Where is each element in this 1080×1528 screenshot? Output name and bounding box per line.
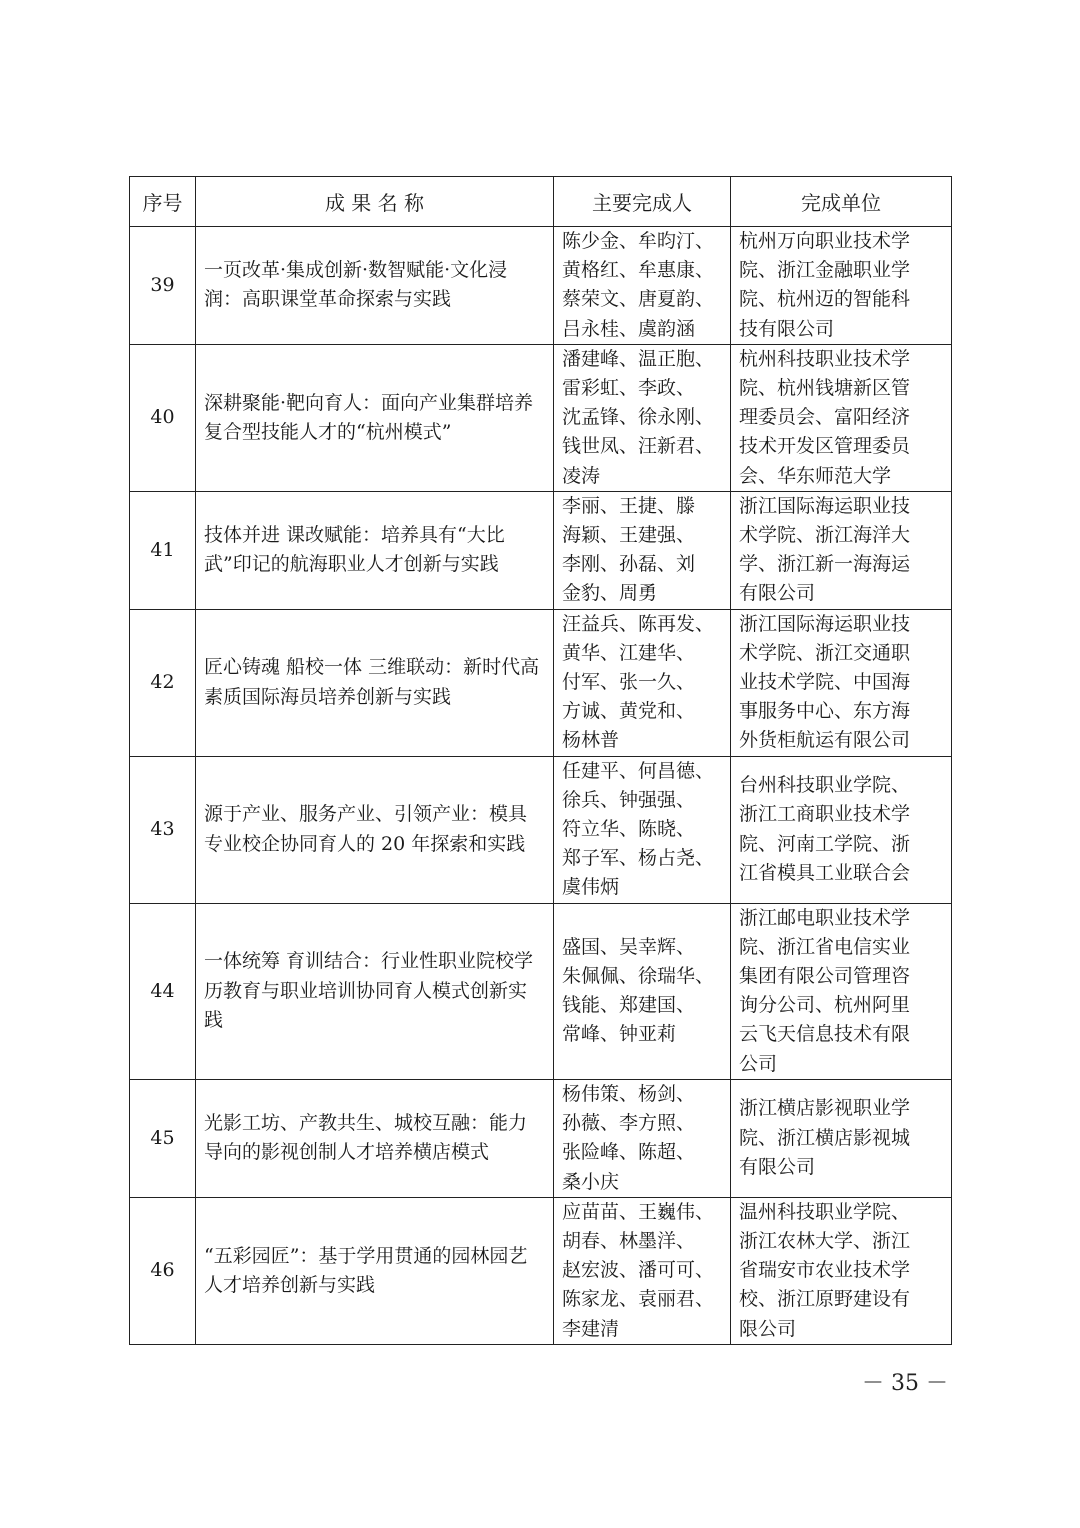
row-name: 一体统筹 育训结合：行业性职业院校学历教育与职业培训协同育人模式创新实践 (196, 903, 554, 1079)
row-name: 一页改革·集成创新·数智赋能·文化浸润：高职课堂革命探索与实践 (196, 227, 554, 345)
header-units: 完成单位 (731, 177, 952, 227)
table-header-row (130, 177, 952, 227)
row-people: 应苗苗、王巍伟、 胡春、林墨洋、 赵宏波、潘可可、 陈家龙、袁丽君、 李建清 (554, 1197, 731, 1344)
row-no: 39 (130, 227, 196, 345)
row-units: 浙江国际海运职业技 术学院、浙江交通职 业技术学院、中国海 事服务中心、东方海 外货柜航运有限公司 (731, 609, 952, 756)
row-people: 杨伟策、杨剑、 孙薇、李方照、 张险峰、陈超、 桑小庆 (554, 1079, 731, 1197)
row-people: 盛国、吴幸辉、 朱佩佩、徐瑞华、 钱能、郑建国、 常峰、钟亚莉 (554, 903, 731, 1079)
row-no: 46 (130, 1197, 196, 1344)
row-name: 匠心铸魂 船校一体 三维联动：新时代高素质国际海员培养创新与实践 (196, 609, 554, 756)
header-people: 主要完成人 (554, 177, 731, 227)
row-name: 技体并进 课改赋能：培养具有“大比武”印记的航海职业人才创新与实践 (196, 491, 554, 609)
row-no: 40 (130, 344, 196, 491)
page-number: － 35 － (862, 1371, 948, 1396)
header-name: 成 果 名 称 (196, 177, 554, 227)
table-row (130, 1197, 952, 1344)
row-name: 源于产业、服务产业、引领产业：模具专业校企协同育人的 20 年探索和实践 (196, 756, 554, 903)
row-name: 深耕聚能·靶向育人：面向产业集群培养复合型技能人才的“杭州模式” (196, 344, 554, 491)
row-no: 41 (130, 491, 196, 609)
table-row (130, 609, 952, 756)
row-name: “五彩园匠”：基于学用贯通的园林园艺人才培养创新与实践 (196, 1197, 554, 1344)
row-units: 杭州科技职业技术学 院、杭州钱塘新区管 理委员会、富阳经济 技术开发区管理委员 会、华东师范大学 (731, 344, 952, 491)
row-units: 台州科技职业学院、 浙江工商职业技术学 院、河南工学院、浙 江省模具工业联合会 (731, 756, 952, 903)
row-no: 45 (130, 1079, 196, 1197)
table-row (130, 903, 952, 1079)
row-units: 浙江国际海运职业技 术学院、浙江海洋大 学、浙江新一海海运 有限公司 (731, 491, 952, 609)
row-people: 潘建峰、温正胞、 雷彩虹、李政、 沈孟锋、徐永刚、 钱世凤、汪新君、 凌涛 (554, 344, 731, 491)
row-name: 光影工坊、产教共生、城校互融：能力导向的影视创制人才培养横店模式 (196, 1079, 554, 1197)
table-row (130, 1079, 952, 1197)
row-units: 杭州万向职业技术学 院、浙江金融职业学 院、杭州迈的智能科 技有限公司 (731, 227, 952, 345)
header-no: 序号 (130, 177, 196, 227)
row-units: 浙江横店影视职业学 院、浙江横店影视城 有限公司 (731, 1079, 952, 1197)
awards-table (129, 176, 952, 1345)
row-units: 温州科技职业学院、 浙江农林大学、浙江 省瑞安市农业技术学 校、浙江原野建设有 限公司 (731, 1197, 952, 1344)
row-no: 43 (130, 756, 196, 903)
row-people: 任建平、何昌德、 徐兵、钟强强、 符立华、陈晓、 郑子军、杨占尧、 虞伟炳 (554, 756, 731, 903)
table-row (130, 491, 952, 609)
row-people: 李丽、王捷、滕 海颖、王建强、 李刚、孙磊、刘 金豹、周勇 (554, 491, 731, 609)
row-no: 42 (130, 609, 196, 756)
table-row (130, 227, 952, 345)
row-units: 浙江邮电职业技术学 院、浙江省电信实业 集团有限公司管理咨 询分公司、杭州阿里 云飞天信息技术有限 公司 (731, 903, 952, 1079)
table-row (130, 756, 952, 903)
table-row (130, 344, 952, 491)
row-no: 44 (130, 903, 196, 1079)
row-people: 陈少金、牟昀汀、 黄格红、牟惠康、 蔡荣文、唐夏韵、 吕永桂、虞韵涵 (554, 227, 731, 345)
row-people: 汪益兵、陈再发、 黄华、江建华、 付军、张一久、 方诚、黄党和、 杨林普 (554, 609, 731, 756)
